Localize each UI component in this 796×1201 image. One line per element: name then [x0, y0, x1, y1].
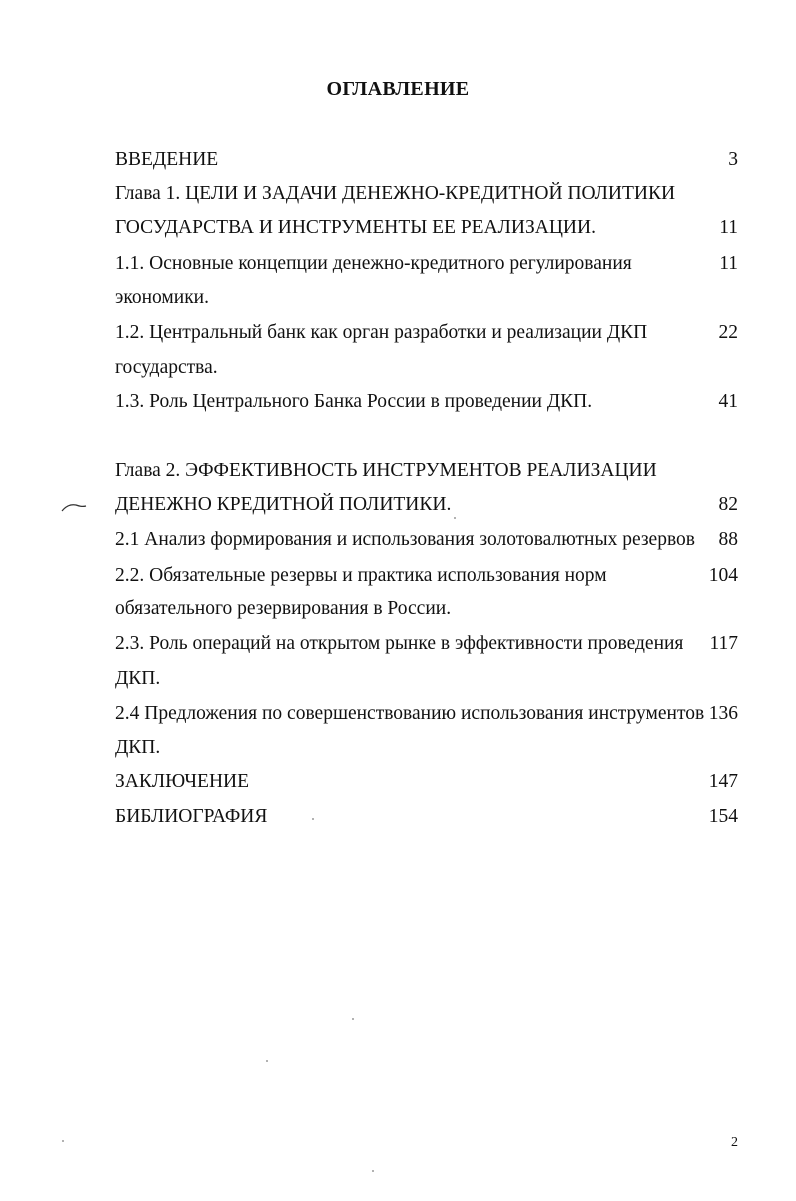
toc-entry-1-3: 1.3. Роль Центрального Банка России в проведении ДКП. [115, 391, 593, 412]
toc-entry-2-2-cont: обязательного резервирования в России. [115, 598, 452, 619]
toc-entry-chapter-2: Глава 2. ЭФФЕКТИВНОСТЬ ИНСТРУМЕНТОВ РЕАЛИЗАЦИИ [115, 460, 657, 481]
toc-entry-chapter-2-cont: ДЕНЕЖНО КРЕДИТНОЙ ПОЛИТИКИ. [115, 494, 452, 515]
scan-speck [372, 1170, 374, 1172]
toc-entry-2-4: 2.4 Предложения по совершенствованию использования инструментов [115, 703, 705, 724]
toc-entry-1-2: 1.2. Центральный банк как орган разработки и реализации ДКП [115, 322, 648, 343]
toc-page-number: 41 [718, 391, 738, 412]
toc-page-number: 11 [719, 253, 738, 274]
scan-speck [454, 517, 456, 519]
toc-entry-2-3-cont: ДКП. [115, 668, 161, 689]
pen-mark-icon [60, 500, 88, 514]
toc-entry-conclusion: ЗАКЛЮЧЕНИЕ [115, 771, 250, 792]
toc-page-number: 136 [708, 703, 738, 724]
toc-page-number: 154 [708, 806, 738, 827]
page-title: ОГЛАВЛЕНИЕ [326, 78, 470, 100]
toc-page-number: 82 [718, 494, 738, 515]
scan-speck [312, 818, 314, 820]
toc-entry-2-4-cont: ДКП. [115, 737, 161, 758]
toc-entry-2-3: 2.3. Роль операций на открытом рынке в эффективности проведения [115, 633, 684, 654]
toc-page-number: 11 [719, 217, 738, 238]
toc-page-number: 88 [718, 529, 738, 550]
toc-entry-bibliography: БИБЛИОГРАФИЯ [115, 806, 268, 827]
toc-entry-2-1: 2.1 Анализ формирования и использования золотовалютных резервов [115, 529, 695, 550]
scan-speck [352, 1018, 354, 1020]
toc-entry-chapter-1-cont: ГОСУДАРСТВА И ИНСТРУМЕНТЫ ЕЕ РЕАЛИЗАЦИИ. [115, 217, 596, 238]
toc-page-number: 3 [728, 149, 738, 170]
toc-entry-introduction: ВВЕДЕНИЕ [115, 149, 219, 170]
toc-page-number: 117 [709, 633, 738, 654]
toc-entry-chapter-1: Глава 1. ЦЕЛИ И ЗАДАЧИ ДЕНЕЖНО-КРЕДИТНОЙ ПОЛИТИКИ [115, 183, 676, 204]
footer-page-number: 2 [731, 1135, 738, 1150]
toc-page-number: 104 [708, 565, 738, 586]
toc-entry-1-1-cont: экономики. [115, 287, 209, 308]
scan-speck [62, 1140, 64, 1142]
toc-page-number: 147 [708, 771, 738, 792]
toc-page-number: 22 [718, 322, 738, 343]
toc-entry-2-2: 2.2. Обязательные резервы и практика использования норм [115, 565, 607, 586]
scan-speck [266, 1060, 268, 1062]
toc-entry-1-2-cont: государства. [115, 357, 218, 378]
toc-entry-1-1: 1.1. Основные концепции денежно-кредитного регулирования [115, 253, 632, 274]
